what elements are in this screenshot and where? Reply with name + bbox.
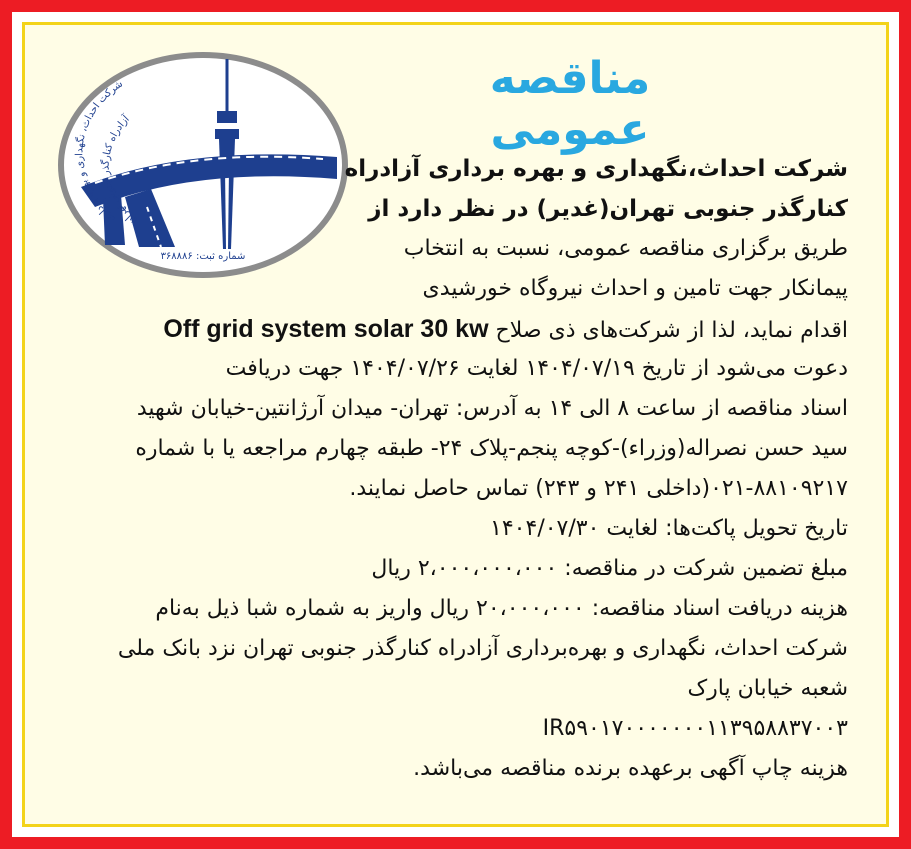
body-line: شرکت احداث، نگهداری و بهره‌برداری آزادراه کنارگذر جنوبی تهران نزد بانک ملی	[117, 636, 848, 661]
body-line: شعبه خیابان پارک	[687, 676, 848, 701]
sheba-number: IR۵۹۰۱۷۰۰۰۰۰۰۰۱۱۳۹۵۸۸۳۷۰۰۳	[542, 716, 848, 741]
body-line-with-english	[36, 309, 848, 349]
body-line: مبلغ تضمین شرکت در مناقصه: ۲،۰۰۰،۰۰۰،۰۰۰ ریال	[371, 556, 848, 581]
body-line: هزینه چاپ آگهی برعهده برنده مناقصه می‌باشد.	[413, 756, 848, 781]
body-line: پیمانکار جهت تامین و احداث نیروگاه خورشیدی	[422, 276, 848, 301]
body-line: ۰۲۱-۸۸۱۰۹۲۱۷(داخلی ۲۴۱ و ۲۴۳) تماس حاصل نمایند.	[349, 476, 848, 501]
body-line: هزینه دریافت اسناد مناقصه: ۲۰،۰۰۰،۰۰۰ ریال واریز به شماره شبا ذیل به‌نام	[155, 596, 848, 621]
logo-registration-text: شماره ثبت: ۳۶۸۸۸۶	[160, 251, 246, 262]
announcement-title: مناقصه عمومی	[489, 53, 651, 155]
body-line: تاریخ تحویل پاکت‌ها: لغایت ۱۴۰۴/۰۷/۳۰	[490, 516, 848, 541]
body-line: کنارگذر جنوبی تهران(غدیر) در نظر دارد از	[368, 196, 848, 222]
body-line: دعوت می‌شود از تاریخ ۱۴۰۴/۰۷/۱۹ لغایت ۱۴۰۴/۰۷/۲۶ جهت دریافت	[225, 356, 848, 381]
logo-arc-text: شرکت احداث، نگهداری و بهره برداری	[74, 78, 126, 226]
body-line: طریق برگزاری مناقصه عمومی، نسبت به انتخاب	[403, 236, 848, 261]
body-line: سید حسن نصراله(وزراء)-کوچه پنجم-پلاک ۲۴- طبقه چهارم مراجعه یا با شماره	[135, 436, 848, 461]
body-line: اسناد مناقصه از ساعت ۸ الی ۱۴ به آدرس: تهران- میدان آرژانتین-خیابان شهید	[136, 396, 848, 421]
announcement-body	[36, 149, 848, 789]
body-line: شرکت احداث،نگهداری و بهره برداری آزادراه	[344, 156, 848, 182]
english-term: Off grid system solar 30 kw	[163, 315, 489, 343]
white-gap	[12, 12, 899, 837]
logo-arc-text-2: آزادراه کنارگذر جنوبی تهران	[100, 113, 139, 228]
body-line-text: اقدام نماید، لذا از شرکت‌های ذی صلاح	[495, 318, 848, 343]
announcement-card	[22, 22, 889, 827]
